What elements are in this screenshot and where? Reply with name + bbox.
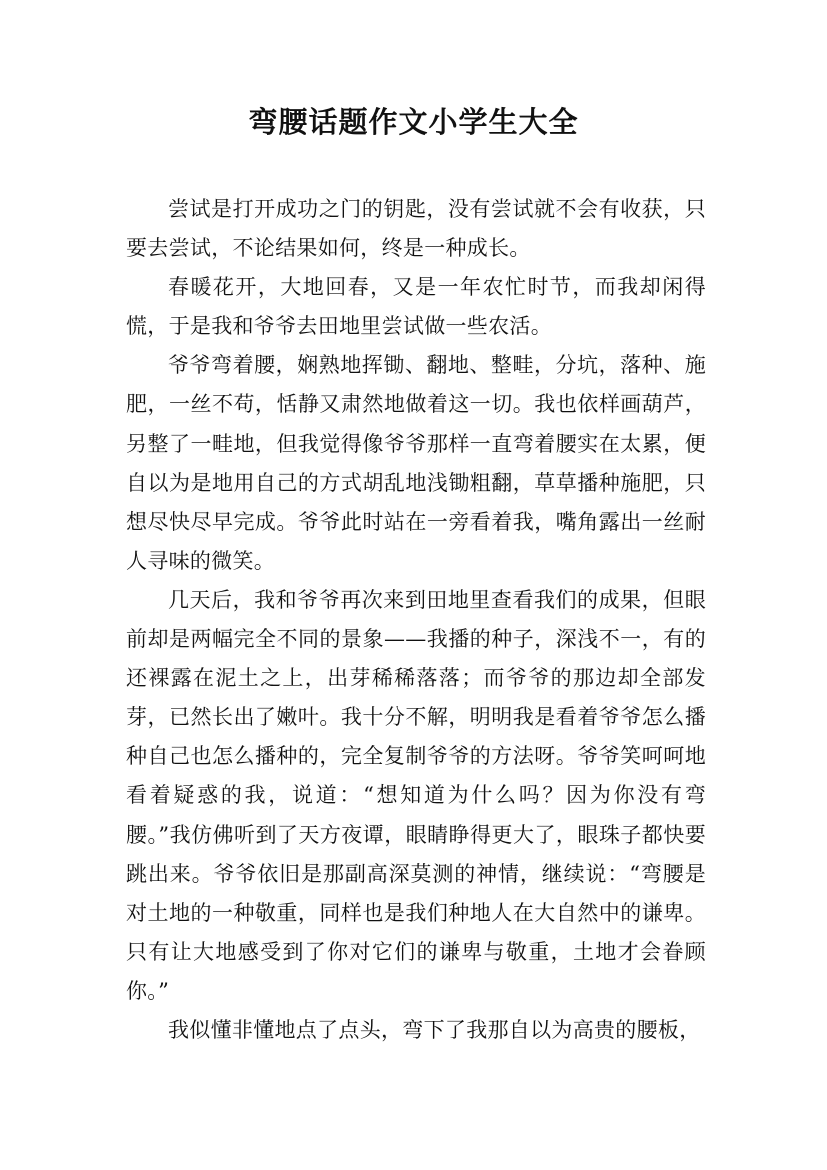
document-title: 弯腰话题作文小学生大全 bbox=[248, 105, 579, 139]
paragraph: 爷爷弯着腰，娴熟地挥锄、翻地、整畦，分坑，落种、施肥，一丝不苟，恬静又肃然地做着这一切。我也依样画葫芦，另整了一畦地，但我觉得像爷爷那样一直弯着腰实在太累，便自以为是地用自己的方式胡乱地浅锄粗翻，草草播种施肥，只想尽快尽早完成。爷爷此时站在一旁看着我，嘴角露出一丝耐人寻味的微笑。 bbox=[126, 353, 706, 573]
paragraph: 尝试是打开成功之门的钥匙，没有尝试就不会有收获，只要去尝试，不论结果如何，终是一种成长。 bbox=[126, 197, 706, 261]
paragraph: 春暖花开，大地回春，又是一年农忙时节，而我却闲得慌，于是我和爷爷去田地里尝试做一些农活。 bbox=[126, 275, 706, 339]
paragraph: 我似懂非懂地点了点头，弯下了我那自以为高贵的腰板， bbox=[168, 1017, 701, 1042]
document-body bbox=[126, 190, 706, 1050]
paragraph: 几天后，我和爷爷再次来到田地里查看我们的成果，但眼前却是两幅完全不同的景象——我播的种子，深浅不一，有的还裸露在泥土之上，出芽稀稀落落；而爷爷的那边却全部发芽，已然长出了嫩叶。我十分不解，明明我是看着爷爷怎么播种自己也怎么播种的，完全复制爷爷的方法呀。爷爷笑呵呵地看着疑惑的我，说道：“想知道为什么吗？因为你没有弯腰。”我仿佛听到了天方夜谭，眼睛睁得更大了，眼珠子都快要跳出来。爷爷依旧是那副高深莫测的神情，继续说：“弯腰是对土地的一种敬重，同样也是我们种地人在大自然中的谦卑。只有让大地感受到了你对它们的谦卑与敬重，土地才会眷顾你。” bbox=[126, 587, 706, 1003]
